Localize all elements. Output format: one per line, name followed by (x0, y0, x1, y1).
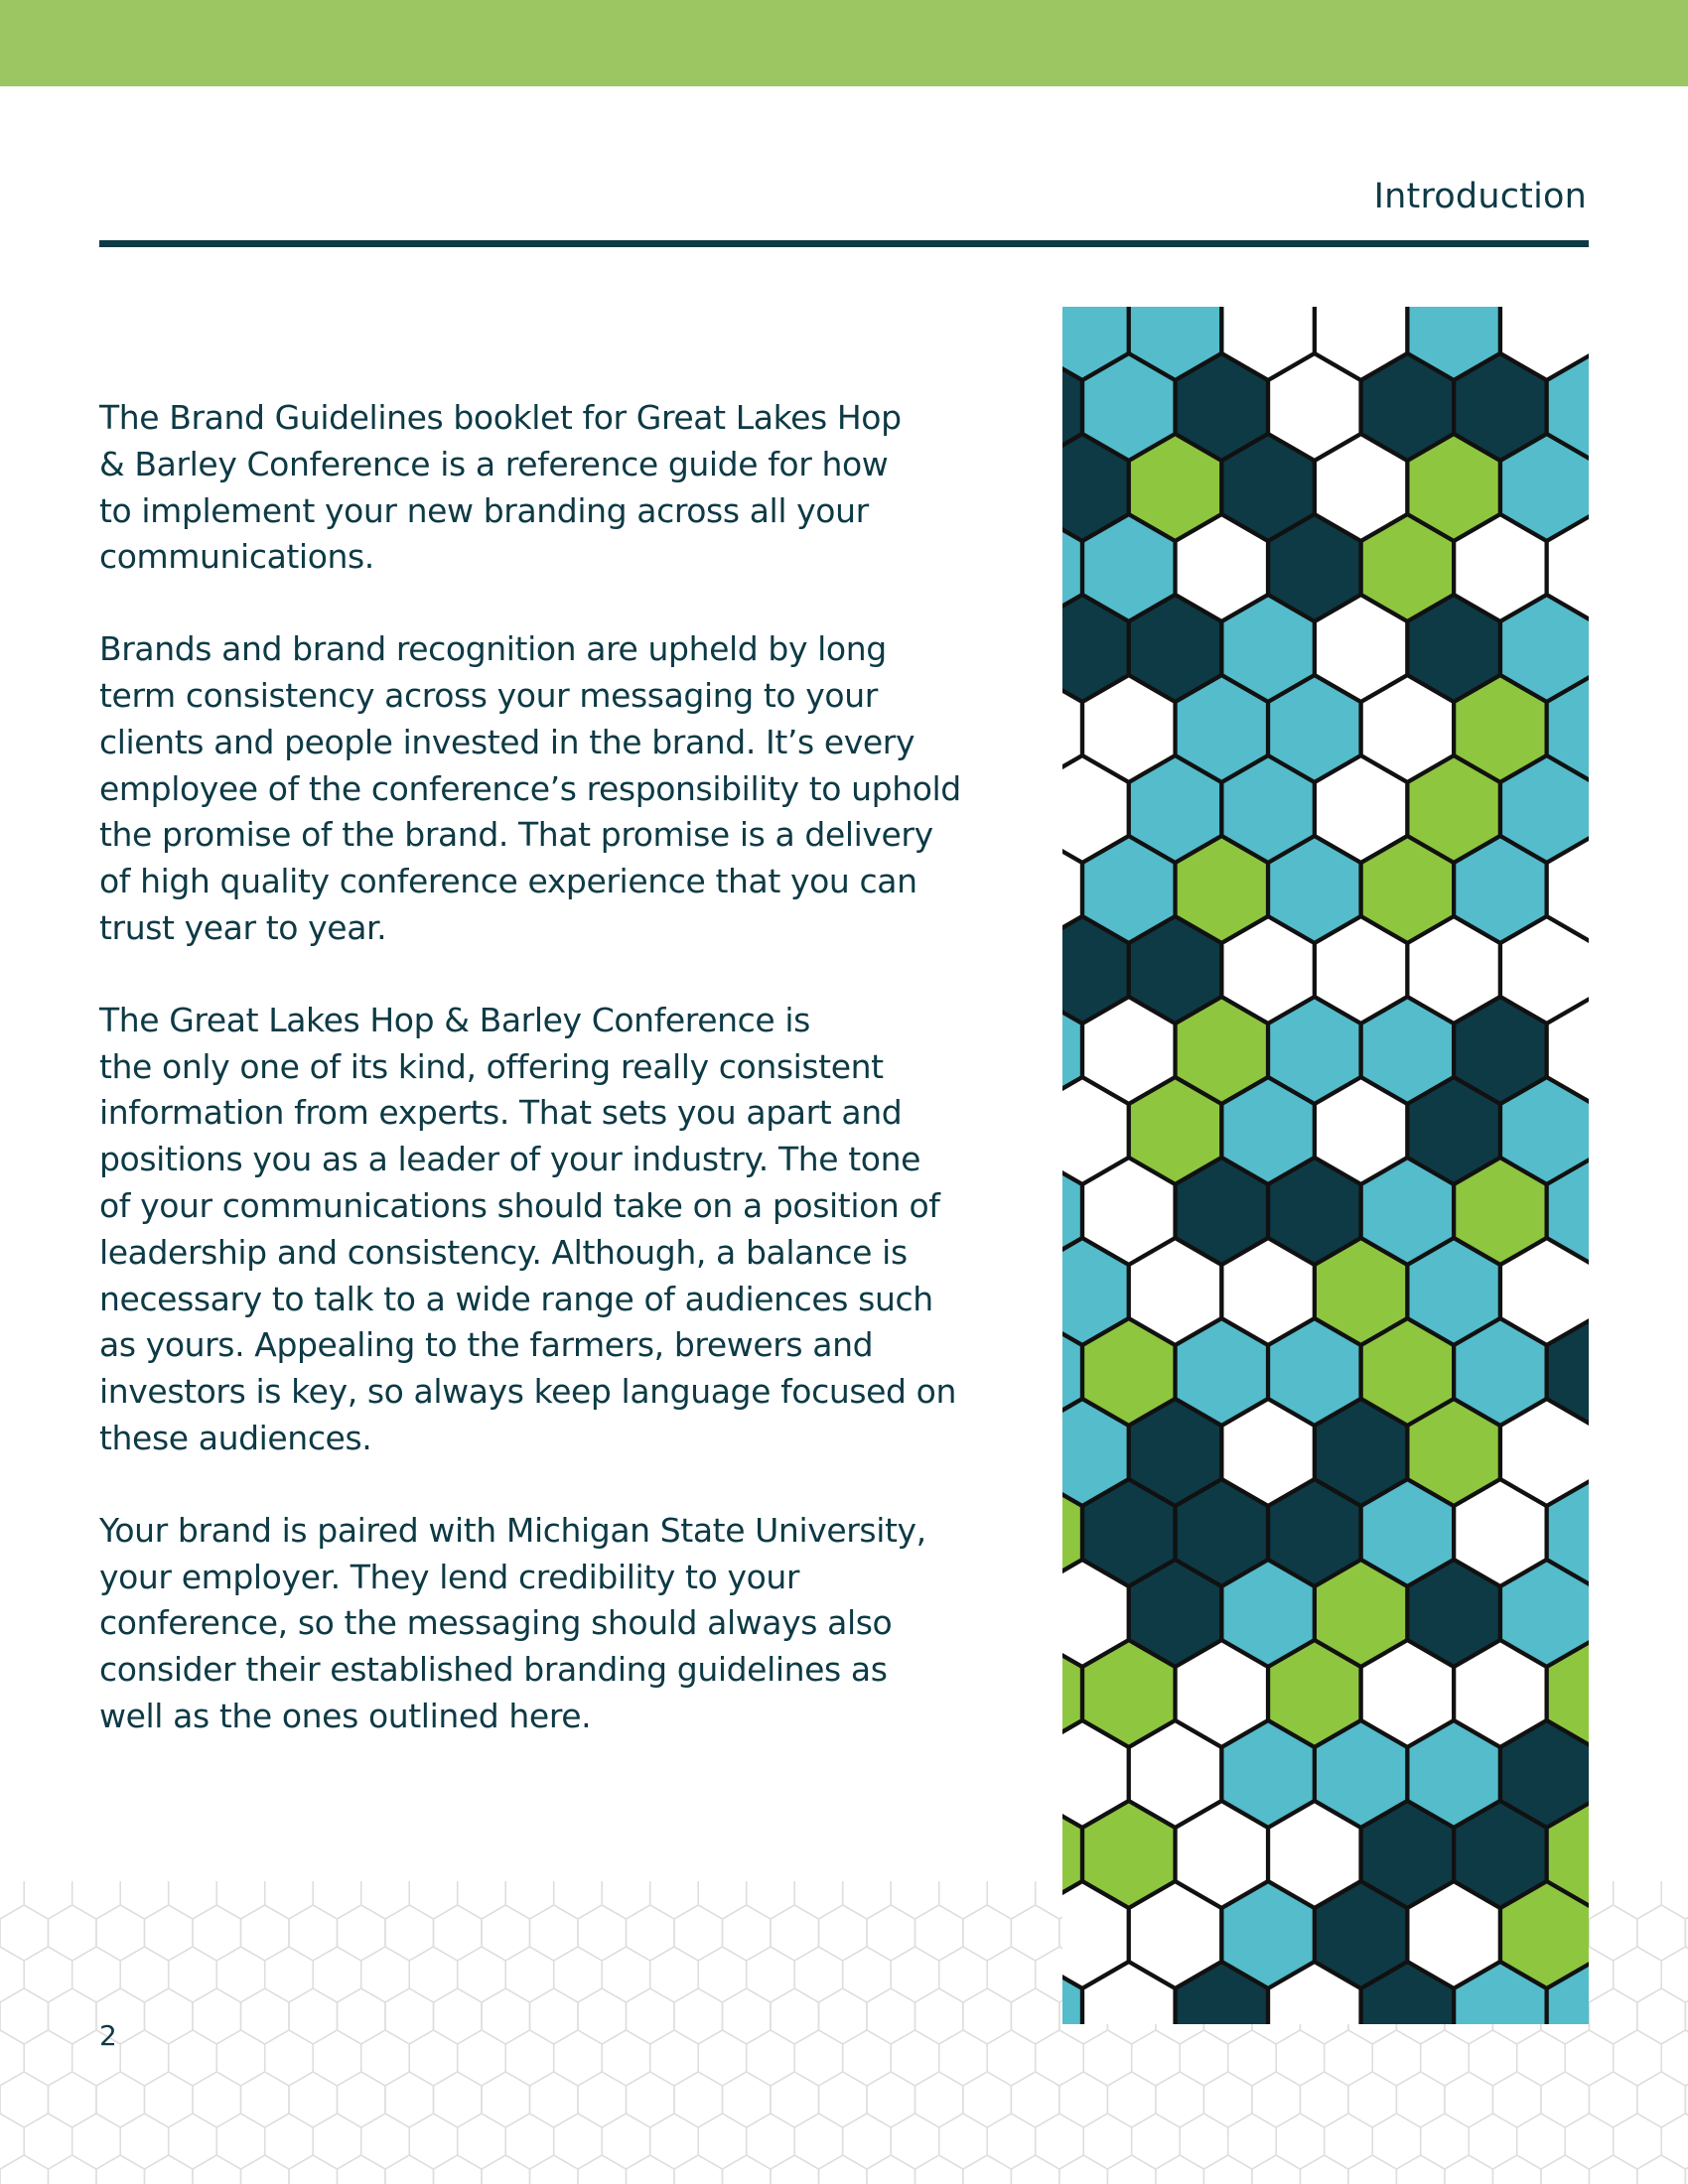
footer-hexagon-cell (915, 2155, 963, 2184)
footer-hexagon-cell (96, 1905, 145, 1961)
footer-hexagon-cell (915, 1905, 963, 1961)
footer-hexagon-cell (49, 1905, 97, 1961)
footer-hexagon-cell (361, 1947, 410, 2002)
footer-hexagon-cell (120, 1947, 169, 2002)
footer-hexagon-cell (24, 2114, 71, 2169)
footer-hexagon-cell (1589, 1905, 1637, 1961)
text-line: necessary to talk to a wide range of audiences such (99, 1279, 933, 1318)
header-rule (99, 240, 1589, 247)
footer-hexagon-cell (987, 1947, 1035, 2002)
footer-hexagon-cell (819, 1988, 868, 2044)
footer-hexagon-cell (674, 2155, 723, 2184)
footer-hexagon-cell (265, 2030, 314, 2086)
footer-hexagon-cell (1036, 2114, 1084, 2169)
footer-hexagon-cell (1637, 1905, 1686, 1961)
footer-hexagon-cell (0, 1905, 49, 1961)
footer-hexagon-cell (1421, 2114, 1470, 2169)
text-line: term consistency across your messaging to your (99, 675, 878, 715)
footer-hexagon-cell (723, 2155, 772, 2184)
footer-hexagon-cell (698, 2114, 747, 2169)
text-line: employee of the conference’s responsibility to uphold (99, 768, 961, 808)
footer-hexagon-cell (578, 2155, 627, 2184)
footer-hexagon-cell (530, 1988, 579, 2044)
footer-hexagon-cell (602, 1947, 650, 2002)
footer-hexagon-cell (1614, 1881, 1662, 1919)
footer-hexagon-cell (723, 1905, 772, 1961)
footer-hexagon-cell (265, 1881, 314, 1919)
footer-hexagon-cell (1469, 2114, 1517, 2169)
footer-hexagon-cell (891, 2114, 939, 2169)
footer-hexagon-cell (241, 1988, 290, 2044)
footer-hexagon-cell (674, 2072, 723, 2127)
text-line: of your communications should take on a position of (99, 1185, 940, 1225)
text-line: The Brand Guidelines booklet for Great Lakes Hop (99, 398, 902, 437)
footer-hexagon-cell (385, 2072, 434, 2127)
footer-hexagon-cell (0, 2030, 24, 2086)
footer-hexagon-cell (24, 1881, 71, 1919)
footer-hexagon-cell (1203, 2072, 1252, 2127)
footer-hexagon-cell (289, 1905, 338, 1961)
footer-hexagon-cell (554, 2030, 603, 2086)
footer-hexagon-cell (145, 2072, 194, 2127)
footer-hexagon-cell (771, 2072, 819, 2127)
footer-hexagon-cell (1107, 2072, 1156, 2127)
footer-hexagon-cell (939, 1947, 988, 2002)
paragraph-tone (99, 998, 1013, 1462)
footer-hexagon-cell (771, 1988, 819, 2044)
footer-hexagon-cell (963, 1905, 1012, 1961)
footer-hexagon-cell (723, 1988, 772, 2044)
footer-hexagon-cell (794, 2114, 843, 2169)
paragraph-brand-recognition (99, 626, 1013, 952)
footer-hexagon-cell (627, 2155, 675, 2184)
footer-hexagon-cell (361, 1881, 410, 1919)
footer-hexagon-cell (891, 1881, 939, 1919)
text-line: clients and people invested in the brand. It’s every (99, 722, 915, 761)
footer-hexagon-cell (1228, 2030, 1277, 2086)
footer-hexagon-cell (482, 1988, 530, 2044)
footer-hexagon-cell (819, 2072, 868, 2127)
footer-hexagon-cell (1228, 2114, 1277, 2169)
footer-hexagon-cell (939, 2030, 988, 2086)
footer-hexagon-cell (1589, 2072, 1637, 2127)
text-line: Brands and brand recognition are upheld by long (99, 629, 887, 669)
text-line: Your brand is paired with Michigan State University, (99, 1510, 926, 1550)
footer-hexagon-cell (602, 1881, 650, 1919)
footer-hexagon-cell (530, 1905, 579, 1961)
footer-hexagon-cell (338, 2072, 386, 2127)
footer-hexagon-cell (1156, 2072, 1204, 2127)
text-line: communications. (99, 537, 374, 577)
text-line: & Barley Conference is a reference guide for how (99, 444, 889, 483)
footer-hexagon-cell (819, 1905, 868, 1961)
footer-hexagon-cell (145, 2155, 194, 2184)
footer-hexagon-cell (145, 1988, 194, 2044)
footer-hexagon-cell (1252, 2072, 1301, 2127)
footer-hexagon-cell (987, 2114, 1035, 2169)
footer-hexagon-cell (1589, 2155, 1637, 2184)
footer-hexagon-cell (698, 1947, 747, 2002)
footer-hexagon-cell (627, 1905, 675, 1961)
footer-hexagon-cell (505, 1947, 554, 2002)
footer-hexagon-cell (338, 1905, 386, 1961)
footer-hexagon-cell (338, 1988, 386, 2044)
footer-hexagon-cell (1325, 2030, 1373, 2086)
footer-hexagon-cell (385, 2155, 434, 2184)
footer-hexagon-cell (771, 2155, 819, 2184)
footer-hexagon-cell (1637, 2072, 1686, 2127)
footer-hexagon-cell (747, 1947, 795, 2002)
footer-hexagon-cell (843, 1881, 892, 1919)
footer-hexagon-cell (1036, 2030, 1084, 2086)
text-line: your employer. They lend credibility to your (99, 1557, 800, 1596)
footer-hexagon-cell (1107, 2155, 1156, 2184)
top-accent-bar (0, 0, 1688, 86)
footer-hexagon-cell (650, 2114, 699, 2169)
footer-hexagon-cell (554, 1881, 603, 1919)
footer-hexagon-cell (1252, 2155, 1301, 2184)
footer-hexagon-cell (241, 2155, 290, 2184)
footer-hexagon-cell (1180, 2114, 1228, 2169)
footer-hexagon-cell (434, 1988, 483, 2044)
footer-hexagon-cell (627, 2072, 675, 2127)
footer-hexagon-cell (241, 2072, 290, 2127)
footer-hexagon-cell (1517, 2030, 1566, 2086)
footer-hexagon-cell (1517, 2114, 1566, 2169)
footer-hexagon-cell (120, 2030, 169, 2086)
footer-hexagon-cell (1372, 2114, 1421, 2169)
footer-hexagon-cell (145, 1905, 194, 1961)
text-line: well as the ones outlined here. (99, 1696, 592, 1735)
footer-hexagon-cell (96, 2155, 145, 2184)
footer-hexagon-cell (747, 1881, 795, 1919)
footer-hexagon-cell (1541, 2155, 1590, 2184)
footer-hexagon-cell (867, 2155, 915, 2184)
footer-hexagon-cell (1348, 2072, 1397, 2127)
footer-hexagon-cell (409, 2030, 458, 2086)
footer-hexagon-cell (602, 2114, 650, 2169)
footer-hexagon-cell (794, 1881, 843, 1919)
footer-hexagon-cell (313, 1881, 361, 1919)
footer-hexagon-cell (554, 1947, 603, 2002)
footer-hexagon-cell (289, 2155, 338, 2184)
footer-hexagon-cell (578, 2072, 627, 2127)
footer-hexagon-cell (650, 2030, 699, 2086)
footer-hexagon-cell (49, 2155, 97, 2184)
footer-hexagon-cell (939, 2114, 988, 2169)
footer-hexagon-cell (674, 1905, 723, 1961)
footer-hexagon-cell (482, 1905, 530, 1961)
footer-hexagon-cell (434, 2072, 483, 2127)
footer-hexagon-cell (24, 2030, 71, 2086)
footer-hexagon-cell (409, 2114, 458, 2169)
footer-hexagon-cell (747, 2030, 795, 2086)
footer-hexagon-cell (1276, 2030, 1325, 2086)
footer-hexagon-cell (49, 1988, 97, 2044)
footer-hexagon-cell (169, 2030, 217, 2086)
footer-hexagon-cell (482, 2072, 530, 2127)
footer-hexagon-cell (650, 1947, 699, 2002)
footer-hexagon-cell (939, 1881, 988, 1919)
footer-hexagon-cell (338, 2155, 386, 2184)
footer-hexagon-cell (313, 2030, 361, 2086)
paragraph-msu (99, 1508, 1013, 1740)
footer-hexagon-cell (1372, 2030, 1421, 2086)
footer-hexagon-cell (313, 2114, 361, 2169)
footer-hexagon-cell (385, 1988, 434, 2044)
text-line: consider their established branding guidelines as (99, 1650, 888, 1690)
footer-hexagon-cell (1083, 2030, 1132, 2086)
footer-hexagon-cell (915, 2072, 963, 2127)
footer-hexagon-cell (1541, 2072, 1590, 2127)
footer-hexagon-cell (458, 1947, 506, 2002)
footer-hexagon-cell (987, 1881, 1035, 1919)
footer-hexagon-cell (1589, 1988, 1637, 2044)
footer-hexagon-cell (505, 2114, 554, 2169)
text-line: to implement your new branding across all your (99, 490, 869, 530)
footer-hexagon-cell (771, 1905, 819, 1961)
footer-hexagon-cell (698, 1881, 747, 1919)
footer-hexagon-cell (843, 1947, 892, 2002)
footer-hexagon-cell (891, 1947, 939, 2002)
footer-hexagon-cell (216, 1947, 265, 2002)
hexagon-pattern-column (1062, 307, 1589, 2024)
footer-hexagon-cell (1565, 2114, 1614, 2169)
footer-hexagon-cell (72, 1947, 121, 2002)
footer-hexagon-cell (1421, 2030, 1470, 2086)
footer-hexagon-cell (987, 2030, 1035, 2086)
footer-hexagon-cell (578, 1905, 627, 1961)
footer-hexagon-cell (385, 1905, 434, 1961)
text-line: these audiences. (99, 1418, 372, 1457)
footer-hexagon-cell (1083, 2114, 1132, 2169)
paragraph-intro (99, 395, 1013, 581)
footer-hexagon-cell (193, 2155, 241, 2184)
footer-hexagon-cell (434, 2155, 483, 2184)
footer-hexagon-cell (1396, 2072, 1445, 2127)
footer-hexagon-cell (24, 1947, 71, 2002)
footer-hexagon-cell (1011, 2155, 1059, 2184)
footer-hexagon-cell (0, 1881, 24, 1919)
footer-hexagon-cell (216, 1881, 265, 1919)
footer-hexagon-cell (458, 1881, 506, 1919)
footer-hexagon-cell (1011, 2072, 1059, 2127)
text-line: leadership and consistency. Although, a balance is (99, 1232, 908, 1272)
text-line: investors is key, so always keep language focused on (99, 1372, 956, 1412)
footer-hexagon-cell (169, 2114, 217, 2169)
footer-hexagon-cell (819, 2155, 868, 2184)
footer-hexagon-cell (1011, 1988, 1059, 2044)
footer-hexagon-cell (409, 1947, 458, 2002)
footer-hexagon-cell (482, 2155, 530, 2184)
footer-hexagon-cell (578, 1988, 627, 2044)
section-title: Introduction (1373, 177, 1587, 216)
footer-hexagon-cell (505, 1881, 554, 1919)
footer-hexagon-cell (1396, 2155, 1445, 2184)
footer-hexagon-cell (1614, 2114, 1662, 2169)
footer-hexagon-cell (0, 2155, 49, 2184)
footer-hexagon-cell (458, 2030, 506, 2086)
footer-hexagon-cell (120, 1881, 169, 1919)
footer-hexagon-cell (0, 2072, 49, 2127)
footer-hexagon-cell (843, 2114, 892, 2169)
footer-hexagon-cell (698, 2030, 747, 2086)
footer-hexagon-cell (794, 1947, 843, 2002)
footer-hexagon-cell (72, 2114, 121, 2169)
footer-hexagon-cell (458, 2114, 506, 2169)
footer-hexagon-cell (891, 2030, 939, 2086)
footer-hexagon-cell (193, 1988, 241, 2044)
footer-hexagon-cell (794, 2030, 843, 2086)
footer-hexagon-cell (193, 1905, 241, 1961)
text-line: trust year to year. (99, 907, 387, 947)
footer-hexagon-cell (1614, 2030, 1662, 2086)
footer-hexagon-cell (409, 1881, 458, 1919)
footer-hexagon-cell (723, 2072, 772, 2127)
footer-hexagon-cell (120, 2114, 169, 2169)
footer-hexagon-cell (265, 1947, 314, 2002)
footer-hexagon-cell (530, 2155, 579, 2184)
footer-hexagon-cell (1445, 2155, 1493, 2184)
footer-hexagon-cell (216, 2114, 265, 2169)
text-line: positions you as a leader of your industry. The tone (99, 1140, 920, 1179)
footer-hexagon-cell (216, 2030, 265, 2086)
footer-hexagon-cell (1203, 2155, 1252, 2184)
footer-hexagon-cell (915, 1988, 963, 2044)
footer-hexagon-cell (1132, 2030, 1181, 2086)
footer-hexagon-cell (1325, 2114, 1373, 2169)
footer-hexagon-cell (1445, 2072, 1493, 2127)
text-line: conference, so the messaging should always also (99, 1603, 893, 1643)
footer-hexagon-cell (1492, 2072, 1541, 2127)
footer-hexagon-cell (241, 1905, 290, 1961)
footer-hexagon-cell (289, 2072, 338, 2127)
footer-hexagon-cell (1614, 1947, 1662, 2002)
body-text (99, 395, 1013, 1786)
footer-hexagon-cell (1011, 1905, 1059, 1961)
footer-hexagon-cell (505, 2030, 554, 2086)
footer-hexagon-cell (843, 2030, 892, 2086)
footer-hexagon-cell (530, 2072, 579, 2127)
footer-hexagon-cell (169, 1881, 217, 1919)
footer-hexagon-cell (1661, 2030, 1688, 2086)
footer-hexagon-cell (1156, 2155, 1204, 2184)
footer-hexagon-cell (1637, 1988, 1686, 2044)
footer-hexagon-cell (49, 2072, 97, 2127)
footer-hexagon-cell (963, 2072, 1012, 2127)
footer-hexagon-cell (1565, 2030, 1614, 2086)
footer-hexagon-cell (1059, 2072, 1108, 2127)
footer-hexagon-cell (554, 2114, 603, 2169)
footer-hexagon-cell (0, 2114, 24, 2169)
footer-hexagon-cell (434, 1905, 483, 1961)
footer-hexagon-cell (602, 2030, 650, 2086)
footer-hexagon-cell (1469, 2030, 1517, 2086)
footer-hexagon-cell (72, 1881, 121, 1919)
footer-hexagon-cell (1661, 2114, 1688, 2169)
text-line: information from experts. That sets you apart and (99, 1093, 903, 1133)
footer-hexagon-cell (1300, 2072, 1348, 2127)
footer-hexagon-cell (1492, 2155, 1541, 2184)
footer-hexagon-cell (169, 1947, 217, 2002)
text-line: the promise of the brand. That promise is a delivery (99, 815, 933, 855)
footer-hexagon-cell (963, 1988, 1012, 2044)
footer-hexagon-cell (289, 1988, 338, 2044)
text-line: as yours. Appealing to the farmers, brewers and (99, 1325, 874, 1365)
footer-hexagon-cell (1132, 2114, 1181, 2169)
footer-hexagon-cell (265, 2114, 314, 2169)
footer-hexagon-cell (867, 2072, 915, 2127)
page-number: 2 (99, 2019, 117, 2052)
footer-hexagon-cell (867, 1988, 915, 2044)
footer-hexagon-cell (867, 1905, 915, 1961)
footer-hexagon-cell (1348, 2155, 1397, 2184)
footer-hexagon-cell (674, 1988, 723, 2044)
footer-hexagon-cell (96, 2072, 145, 2127)
footer-hexagon-cell (361, 2114, 410, 2169)
footer-hexagon-cell (193, 2072, 241, 2127)
footer-hexagon-cell (0, 1947, 24, 2002)
footer-hexagon-cell (1300, 2155, 1348, 2184)
text-line: the only one of its kind, offering really consistent (99, 1046, 884, 1086)
text-line: The Great Lakes Hop & Barley Conference is (99, 1000, 810, 1039)
footer-hexagon-cell (627, 1988, 675, 2044)
footer-hexagon-cell (313, 1947, 361, 2002)
footer-hexagon-cell (650, 1881, 699, 1919)
footer-hexagon-cell (747, 2114, 795, 2169)
footer-hexagon-cell (1276, 2114, 1325, 2169)
footer-hexagon-cell (361, 2030, 410, 2086)
text-line: of high quality conference experience that you can (99, 862, 917, 901)
footer-hexagon-cell (0, 1988, 49, 2044)
footer-hexagon-cell (1661, 1947, 1688, 2002)
footer-hexagon-cell (1180, 2030, 1228, 2086)
footer-hexagon-cell (963, 2155, 1012, 2184)
footer-hexagon-cell (1637, 2155, 1686, 2184)
footer-hexagon-cell (1059, 2155, 1108, 2184)
